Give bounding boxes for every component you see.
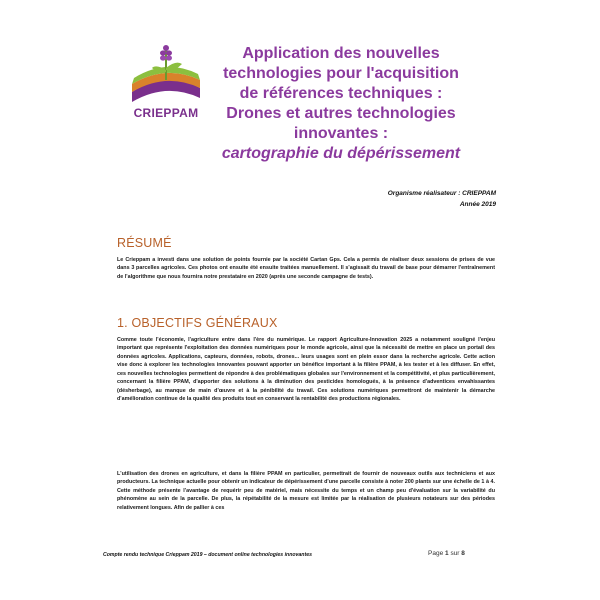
document-subtitle: cartographie du dépérissement xyxy=(221,145,461,162)
page-label: Page xyxy=(428,550,444,557)
page-total: 8 xyxy=(461,550,465,557)
title-line: technologies pour l'acquisition xyxy=(223,65,459,82)
resume-heading: RÉSUMÉ xyxy=(117,236,172,250)
objectifs-paragraph-2: L'utilisation des drones en agriculture, et dans la filière PPAM en particulier, permettrait de fournir de nouveaux outils aux techniciens et aux producteurs. La technique actuelle pour obtenir un indicateur de dépérissement d'une parcelle consiste à noter 200 plants sur une échelle de 1 à 4. Cette méthode présente l'avantage de requérir peu de matériel, mais nécessite du temps et un champ peu d'évaluation sur la variabilité du phénomène au sein de la parcelle. De plus, la répétabilité de la mesure est limitée par la réalisation de plusieurs notateurs sur des périodes relativement longues. Afin de pallier à ces xyxy=(117,471,495,511)
resume-paragraph: Le Crieppam a investi dans une solution de points fournie par la société Cartan Gps. Cela a permis de réaliser deux sessions de prises de vue dans 3 parcelles agricoles. Ces photos ont ensuite été ensuite traitées manuellement. Il s'agissait du travail de base pour démarrer l'entraînement de l'algorithme que nous fournira notre prestataire en 2020 (après une seconde campagne de tests). xyxy=(117,257,495,280)
crieppam-logo xyxy=(128,40,204,130)
document-title xyxy=(206,44,476,164)
objectifs-heading: 1. OBJECTIFS GÉNÉRAUX xyxy=(117,316,278,330)
footer-document-title: Compte rendu technique Crieppam 2019 – document online technologies innovantes xyxy=(103,552,312,558)
title-line: de références techniques : xyxy=(239,85,443,102)
year-line: Année 2019 xyxy=(459,201,496,208)
page-counter xyxy=(428,550,465,557)
title-line: Application des nouvelles xyxy=(242,45,440,62)
logo-wordmark: CRIEPPAM xyxy=(133,106,199,120)
lavender-field-logo-icon xyxy=(128,40,204,106)
title-line: innovantes : xyxy=(293,125,389,142)
objectifs-paragraph-1: Comme toute l'économie, l'agriculture entre dans l'ère du numérique. Le rapport Agriculture-Innovation 2025 a notamment souligné l'enjeu important que représente l'exploitation des données numériques pour le monde agricole, ainsi que la nécessité de mettre en place un portail des données agricoles. Applications, capteurs, données, robots, drones... leurs usages sont en plein essor dans la recherche agricole. Cette action vise donc à explorer les technologies innovantes pouvant apporter un bénéfice important à la filière PPAM, à les tester et à les diffuser. En effet, ces nouvelles technologies permettent de répondre à des problématiques globales sur l'environnement et la compétitivité, et plus particulièrement, concernant la filière PPAM, d'apporter des solutions à la diminution des pesticides homologués, à la présence d'adventices envahissantes (désherbage), au manque de main d'œuvre et à la pénibilité du travail. Ces solutions numériques permettront de maintenir la démarche d'amélioration continue de la qualité des produits tout en conservant la rentabilité des productions régionales. xyxy=(117,337,495,403)
page-current: 1 xyxy=(445,550,449,557)
page-of-label: sur xyxy=(450,550,460,557)
title-line: Drones et autres technologies xyxy=(226,105,456,122)
organisation-line: Organisme réalisateur : CRIEPPAM xyxy=(387,190,496,197)
organisation-block xyxy=(200,188,496,210)
